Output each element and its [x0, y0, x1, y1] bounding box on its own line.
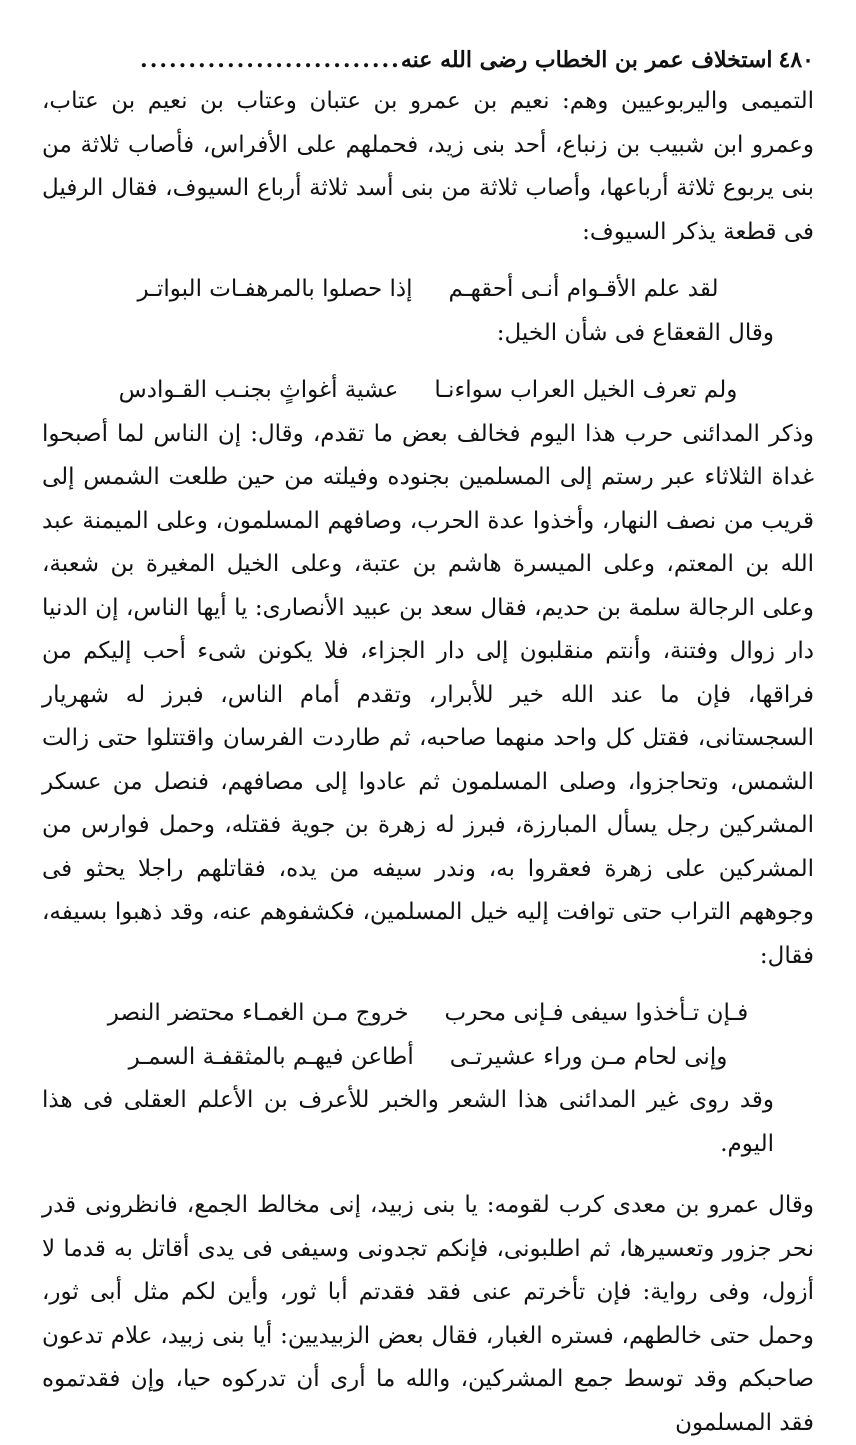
verse-3-first-hemistich: فـإن تـأخذوا سيفى فـإنى محرب [444, 1000, 749, 1026]
verse-3-second-hemistich: خروج مـن الغمـاء محتضر النصر [107, 1000, 409, 1026]
verse-2 [42, 369, 814, 413]
paragraph-5: وقال عمرو بن معدى كرب لقومه: يا بنى زبيد، إنى مخالط الجمع، فانظرونى قدر نحر جزور وتعسيرها، ثم اطلبونى، فإنكم تجدونى وسيفى فى يدى أقاتل به قدما لا أزول، وفى رواية: فإن تأخرتم عنى فقد فقدتم أبا ثور، وأين لكم مثل أبى ثور، وحمل حتى خالطهم، فستره الغبار، فقال بعض الزبيديين: أيا بنى زبيد، علام تدعون صاحبكم وقد توسط جمع المشركين، والله ما أرى أن تدركوه حيا، وإن فقدتموه فقد المسلمون [42, 1192, 814, 1436]
verse-2-first-hemistich: ولم تعرف الخيل العراب سواءنـا [434, 377, 738, 403]
verse-3 [42, 992, 814, 1036]
paragraph-3: وذكر المدائنى حرب هذا اليوم فخالف بعض ما تقدم، وقال: إن الناس لما أصبحوا غداة الثلاثاء عبر رستم إلى المسلمين بجنوده وفيلته من حين طلعت الشمس إلى قريب من نصف النهار، وأخذوا عدة الحرب، وصافهم المسلمون، وعلى الميمنة عبد الله بن المعتم، وعلى الميسرة هاشم بن عتبة، وعلى الخيل المغيرة بن شعبة، وعلى الرجالة سلمة بن حديم، فقال سعد بن عبيد الأنصارى: يا أيها الناس، إن الدنيا دار زوال وفتنة، وأنتم منقلبون إلى دار الجزاء، فلا يكونن شىء أحب إليكم من فراقها، فإن ما عند الله خير للأبرار، وتقدم أمام الناس، فبرز له شهريار السجستانى، فقتل كل واحد منهما صاحبه، ثم طاردت الفرسان واقتتلوا حتى زالت الشمس، وتحاجزوا، وصلى المسلمون ثم عادوا إلى مصافهم، فنصل من عسكر المشركين رجل يسأل المبارزة، فبرز له زهرة بن جوية فقتله، وحمل فوارس من المشركين على زهرة فعقروا به، وندر سيفه من يده، فقاتلهم راجلا يحثو فى وجوههم التراب حتى توافت إليه خيل المسلمين، فكشفوهم عنه، وقد ذهبوا بسيفه، فقال: [42, 420, 814, 969]
running-header [42, 40, 814, 80]
paragraph-2: وقال القعقاع فى شأن الخيل: [496, 319, 774, 346]
chapter-title: استخلاف عمر بن الخطاب رضى الله عنه [400, 47, 773, 73]
verse-1-first-hemistich: لقد علم الأقـوام أنـى أحقهـم [448, 276, 719, 302]
header-leader-dots: ........................... [140, 47, 401, 73]
verse-4 [42, 1036, 814, 1080]
verse-2-second-hemistich: عشية أغواثٍ بجنـب القـوادس [118, 377, 399, 403]
verse-1 [42, 268, 814, 312]
verse-4-second-hemistich: أطاعن فيهـم بالمثقفـة السمـر [128, 1043, 414, 1070]
verse-4-first-hemistich: وإنى لحام مـن وراء عشيرتـى [449, 1043, 728, 1070]
page-number: ٤٨٠ [778, 47, 814, 73]
paragraph-4: وقد روى غير المدائنى هذا الشعر والخبر للأعرف بن الأعلم العقلى فى هذا اليوم. [42, 1087, 774, 1157]
verse-1-second-hemistich: إذا حصلوا بالمرهفـات البواتـر [137, 276, 413, 302]
paragraph-1: التميمى واليربوعيين وهم: نعيم بن عمرو بن عتبان وعتاب بن نعيم بن عتاب، وعمرو ابن شبيب بن زنباع، أحد بنى زيد، فحملهم على الأفراس، فأصاب ثلاثة من بنى يربوع ثلاثة أرباعها، وأصاب ثلاثة من بنى أسد ثلاثة أرباع السيوف، فقال الرفيل فى قطعة يذكر السيوف: [42, 88, 814, 245]
